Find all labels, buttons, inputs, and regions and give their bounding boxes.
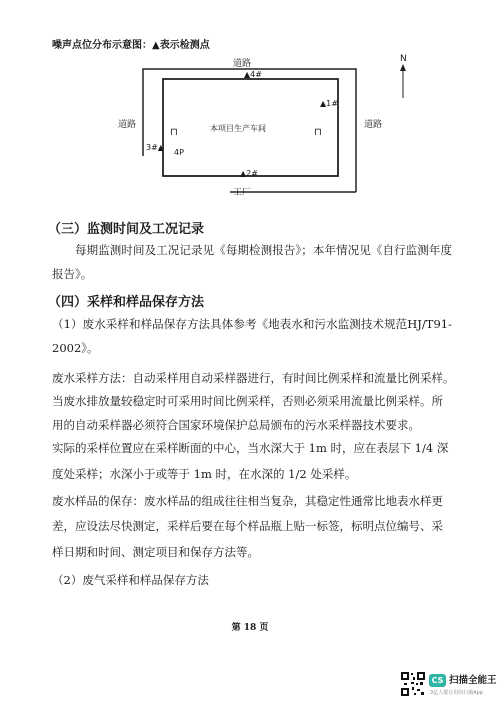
road-label-top: 道路 [233, 59, 252, 69]
road-label-right: 道路 [364, 120, 383, 130]
factory-label: 工厂 [233, 188, 252, 198]
section-3-heading: （三）监测时间及工况记录 [48, 222, 205, 237]
method-line-4: 实际的采样位置应在采样断面的中心，当水深大于 1m 时，应在表层下 1/4 深 [52, 441, 449, 455]
section-3-text: 每期监测时间及工况记录见《每期检测报告》；本年情况见《自行监测年度报告》。 [52, 243, 452, 281]
scanner-watermark [400, 671, 496, 701]
scanner-app-name: 扫描全能王 [449, 675, 497, 686]
north-arrow-head [400, 64, 406, 71]
cs-logo-icon: CS [429, 674, 446, 687]
method-line-2: 当废水排放量较稳定时可采用时间比例采样，否则必须采用流量比例采样。所 [52, 394, 443, 408]
section-4-item-1: （1）废水采样和样品保存方法具体参考《地表水和污水监测技术规范HJ/T91-2002》。 [52, 317, 452, 355]
page-number: 第 18 页 [231, 623, 269, 633]
north-label: N [400, 54, 407, 64]
method-line-7: 差，应设法尽快测定，采样后要在每个样品瓶上贴一标签，标明点位编号、采 [52, 519, 443, 533]
method-line-1: 废水采样方法：自动采样用自动采样器进行，有时间比例采样和流量比例采样。 [52, 371, 455, 385]
qr-code-icon [400, 671, 426, 697]
gate-symbol-left: ⊓ [170, 127, 178, 138]
point-3-marker: 3#▲ [146, 143, 164, 152]
road-label-left: 道路 [118, 120, 137, 130]
method-line-6: 废水样品的保存：废水样品的组成往往相当复杂，其稳定性通常比地表水样更 [52, 494, 443, 508]
point-4-marker: ▲4# [244, 70, 262, 79]
diagram-caption: 噪声点位分布示意图：▲表示检测点 [52, 40, 210, 51]
gate-label-4p: 4P [174, 148, 184, 157]
scanner-tagline: 3亿人都在用的扫描App [430, 690, 483, 696]
gate-symbol-right: ⊓ [314, 127, 322, 138]
noise-point-diagram [0, 48, 500, 210]
building-label: 本项目生产车间 [210, 124, 266, 133]
section-4-heading: （四）采样和样品保存方法 [48, 295, 205, 310]
method-line-5: 度处采样；水深小于或等于 1m 时，在水深的 1/2 处采样。 [52, 467, 357, 481]
point-1-marker: ▲1# [320, 99, 338, 108]
point-2-marker: ▲2# [240, 169, 258, 178]
method-line-8: 样日期和时间、测定项目和保存方法等。 [52, 545, 259, 559]
section-4-item-2: （2）废气采样和样品保存方法 [52, 573, 209, 587]
method-line-3: 用的自动采样器必须符合国家环境保护总局颁布的污水采样器技术要求。 [52, 418, 420, 432]
